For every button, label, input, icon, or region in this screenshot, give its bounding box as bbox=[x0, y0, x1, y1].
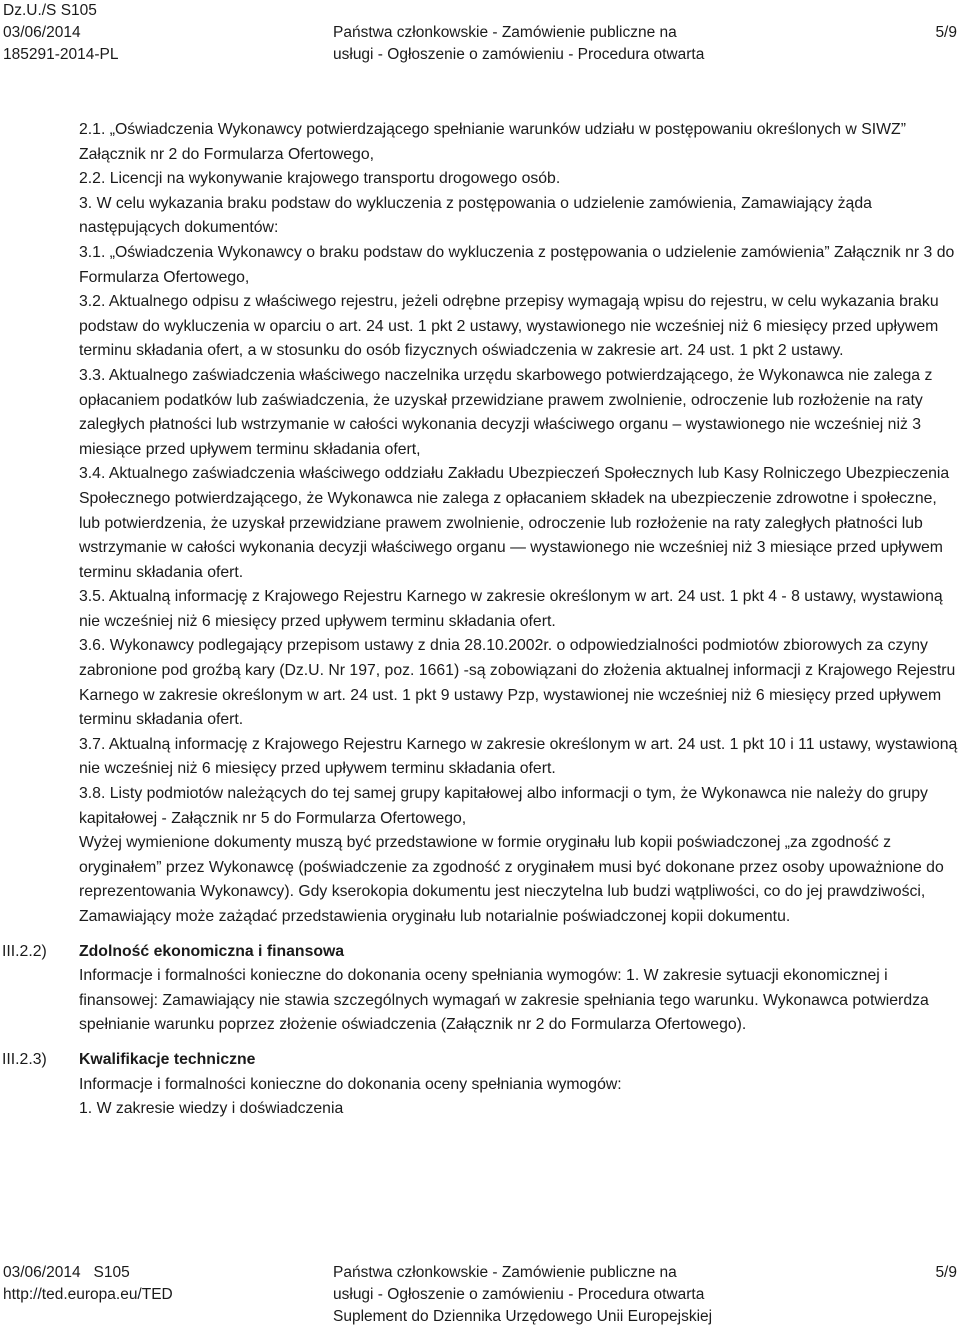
footer-title bbox=[333, 1262, 712, 1328]
section-title: Kwalifikacje techniczne bbox=[79, 1050, 256, 1068]
journal-reference: Dz.U./S S105 bbox=[3, 2, 97, 19]
paragraph-documents-note: Wyżej wymienione dokumenty muszą być przedstawione w formie oryginału lub kopii poświadczonej „za zgodność z oryginałem” przez Wykonawcę (poświadczenie za zgodność z oryginałem musi być dokonane przez osoby upoważnione do reprezentowania Wykonawcy). Gdy kserokopia dokumentu jest nieczytelna lub budzi wątpliwości, co do jej prawdziwości, Zamawiający może zażądać przedstawienia oryginału lub notarialnie poświadczonej kopii dokumentu. bbox=[79, 834, 944, 925]
footer-series: S105 bbox=[93, 1264, 130, 1281]
page-footer bbox=[0, 1262, 960, 1328]
header-title bbox=[333, 22, 704, 66]
header-left bbox=[3, 0, 119, 66]
section-spacer bbox=[79, 1038, 959, 1048]
footer-title-line1: Państwa członkowskie - Zamówienie publiczne na bbox=[333, 1264, 677, 1281]
footer-title-line2: usługi - Ogłoszenie o zamówieniu - Procedura otwarta bbox=[333, 1286, 705, 1303]
section-iii-2-3 bbox=[2, 1048, 959, 1122]
paragraph-3-2: 3.2. Aktualnego odpisu z właściwego rejestru, jeżeli odrębne przepisy wymagają wpisu do rejestru, w celu wykazania braku podstaw do wykluczenia w oparciu o art. 24 ust. 1 pkt 2 ustawy, wystawionego nie wcześniej niż 6 miesięcy przed upływem terminu składania ofert, a w stosunku do osób fizycznych oświadczenia w zakresie art. 24 ust. 1 pkt 2 ustawy. bbox=[79, 293, 939, 360]
footer-date: 03/06/2014 bbox=[3, 1264, 81, 1281]
paragraph-3-7: 3.7. Aktualną informację z Krajowego Rejestru Karnego w zakresie określonym w art. 24 ust. 1 pkt 10 i 11 ustawy, wystawioną nie wcześniej niż 6 miesięcy przed upływem terminu składania ofert. bbox=[79, 735, 958, 778]
paragraph-3: 3. W celu wykazania braku podstaw do wykluczenia z postępowania o udzielenie zamówienia, Zamawiający żąda następujących dokumentów: bbox=[79, 194, 872, 237]
paragraph-3-5: 3.5. Aktualną informację z Krajowego Rejestru Karnego w zakresie określonym w art. 24 ust. 1 pkt 4 - 8 ustawy, wystawioną nie wcześniej niż 6 miesięcy przed upływem terminu składania ofert. bbox=[79, 588, 943, 630]
paragraph-3-6: 3.6. Wykonawcy podlegający przepisom ustawy z dnia 28.10.2002r. o odpowiedzialności podmiotów zbiorowych za czyny zabronione pod groźbą kary (Dz.U. Nr 197, poz. 1661) -są zobowiązani do złożenia aktualnej informacji z Krajowego Rejestru Karnego w zakresie określonym w art. 24 ust. 1 pkt 9 ustawy Pzp, wystawionej nie wcześniej niż 6 miesięcy przed upływem terminu składania ofert. bbox=[79, 637, 956, 729]
section-paragraph: Informacje i formalności konieczne do dokonania oceny spełniania wymogów: bbox=[79, 1075, 622, 1093]
paragraph-3-3: 3.3. Aktualnego zaświadczenia właściwego naczelnika urzędu skarbowego potwierdzającego, że Wykonawca nie zalega z opłacaniem podatków lub zaświadczenia, że uzyskał przewidziane prawem zwolnienie, odroczenie lub rozłożenie na raty zaległych płatności lub wstrzymanie w całości wykonania decyzji właściwego organu – wystawionego nie wcześniej niż 3 miesiące przed upływem terminu składania ofert, bbox=[79, 366, 933, 458]
header-title-line1: Państwa członkowskie - Zamówienie publiczne na bbox=[333, 24, 677, 41]
footer-date-series bbox=[3, 1262, 173, 1284]
section-number: III.2.3) bbox=[2, 1050, 47, 1068]
footer-left bbox=[3, 1262, 173, 1306]
paragraph-3-4: 3.4. Aktualnego zaświadczenia właściwego oddziału Zakładu Ubezpieczeń Społecznych lub Kasy Rolniczego Ubezpieczenia Społecznego potwierdzającego, że Wykonawca nie zalega z opłacaniem składek na ubezpieczenie zdrowotne i społeczne, lub potwierdzenia, że uzyskał przewidziane prawem zwolnienie, odroczenie lub rozłożenie na raty zaległych płatności lub wstrzymanie w całości wykonania decyzji właściwego organu — wystawionego nie wcześniej niż 3 miesiące przed upływem terminu składania ofert. bbox=[79, 465, 950, 581]
paragraph-3-1: 3.1. „Oświadczenia Wykonawcy o braku podstaw do wykluczenia z postępowania o udzielenie zamówienia” Załącznik nr 3 do Formularza Ofertowego, bbox=[79, 243, 955, 286]
section-paragraph: 1. W zakresie wiedzy i doświadczenia bbox=[79, 1100, 344, 1118]
page-header bbox=[0, 0, 960, 66]
header-title-line2: usługi - Ogłoszenie o zamówieniu - Procedura otwarta bbox=[333, 46, 705, 63]
footer-title-line3: Suplement do Dziennika Urzędowego Unii Europejskiej bbox=[333, 1308, 713, 1325]
footer-page-number: 5/9 bbox=[935, 1264, 957, 1281]
document-body bbox=[2, 118, 959, 1122]
section-paragraph: Informacje i formalności konieczne do dokonania oceny spełniania wymogów: 1. W zakresie sytuacji ekonomicznej i finansowej: Zamawiający nie stawia szczególnych wymagań w zakresie spełniania tego warunku. Wykonawca potwierdza spełnianie warunku poprzez złożenie oświadczenia (Załącznik nr 2 do Formularza Ofertowego). bbox=[79, 967, 929, 1034]
document-id: 185291-2014-PL bbox=[3, 46, 119, 63]
paragraph-2-1: 2.1. „Oświadczenia Wykonawcy potwierdzającego spełnianie warunków udziału w postępowaniu określonych w SIWZ” Załącznik nr 2 do Formularza Ofertowego, bbox=[79, 121, 906, 163]
section-spacer bbox=[79, 930, 959, 940]
section-iii-2-2 bbox=[2, 940, 959, 1038]
paragraph-3-8: 3.8. Listy podmiotów należących do tej samej grupy kapitałowej albo informacji o tym, że Wykonawca nie należy do grupy kapitałowej - Załącznik nr 5 do Formularza Ofertowego, bbox=[79, 785, 928, 827]
section-title: Zdolność ekonomiczna i finansowa bbox=[79, 942, 345, 960]
paragraph-2-2: 2.2. Licencji na wykonywanie krajowego transportu drogowego osób. bbox=[79, 170, 561, 188]
section-number: III.2.2) bbox=[2, 942, 47, 960]
page-number: 5/9 bbox=[935, 24, 957, 41]
publication-date: 03/06/2014 bbox=[3, 24, 81, 41]
footer-url[interactable]: http://ted.europa.eu/TED bbox=[3, 1286, 173, 1303]
